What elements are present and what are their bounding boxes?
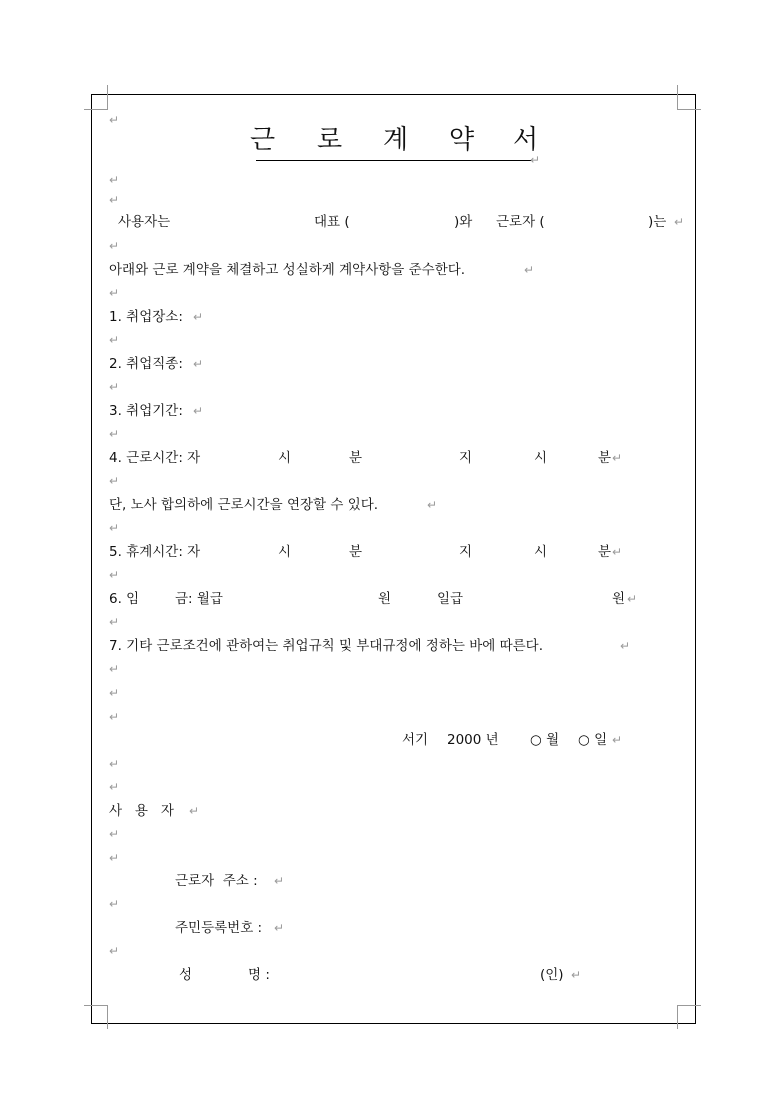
paragraph-mark: ↵ [109, 944, 120, 958]
worker-close: )는 [648, 214, 667, 230]
crop-mark [677, 1005, 701, 1006]
paragraph-mark: ↵ [109, 662, 120, 676]
item-job-type: 2. 취업직종: [109, 356, 183, 372]
paragraph-mark: ↵ [427, 498, 438, 512]
crop-mark [677, 1005, 678, 1029]
seal-label: (인) [540, 967, 564, 983]
hour-label: 시 [278, 544, 292, 560]
paragraph-mark: ↵ [627, 592, 638, 606]
minute-label: 분 [349, 544, 363, 560]
paragraph-mark: ↵ [109, 521, 120, 535]
title-char: 계 [383, 125, 409, 155]
worker-name-label-a: 성 [179, 967, 193, 983]
date-month: ○ 월 [530, 732, 560, 748]
item-other-conditions: 7. 기타 근로조건에 관하여는 취업규칙 및 부대규정에 정하는 바에 따른다. [109, 638, 543, 654]
item-wage-monthly: 금: 월급 [175, 591, 223, 607]
date-era: 서기 [402, 732, 429, 748]
won-label: 원 [612, 591, 626, 607]
worker-id-label: 주민등록번호 : [175, 920, 263, 936]
paragraph-mark: ↵ [612, 451, 623, 465]
crop-mark [84, 1005, 108, 1006]
item-work-period: 3. 취업기간: [109, 403, 183, 419]
paragraph-mark: ↵ [109, 851, 120, 865]
paragraph-mark: ↵ [193, 310, 204, 324]
minute-label: 분 [349, 450, 363, 466]
title-underline [256, 160, 532, 161]
paragraph-mark: ↵ [274, 921, 285, 935]
item-work-hours: 4. 근로시간: 자 [109, 450, 201, 466]
paragraph-mark: ↵ [109, 239, 120, 253]
title-char: 서 [513, 125, 539, 155]
paragraph-mark: ↵ [193, 404, 204, 418]
paragraph-mark: ↵ [109, 757, 120, 771]
item-rest-time: 5. 휴계시간: 자 [109, 544, 201, 560]
crop-mark [107, 85, 108, 109]
date-day: ○ 일 [578, 732, 608, 748]
paragraph-mark: ↵ [674, 215, 685, 229]
paragraph-mark: ↵ [530, 153, 541, 167]
paragraph-mark: ↵ [109, 427, 120, 441]
crop-mark [677, 109, 701, 110]
crop-mark [84, 109, 108, 110]
paragraph-mark: ↵ [109, 286, 120, 300]
daily-wage-label: 일급 [437, 591, 464, 607]
contract-statement: 아래와 근로 계약을 체결하고 성실하게 계약사항을 준수한다. [109, 262, 466, 278]
paragraph-mark: ↵ [109, 380, 120, 394]
to-label: 지 [459, 544, 473, 560]
crop-mark [677, 85, 678, 109]
paragraph-mark: ↵ [571, 968, 582, 982]
minute-label: 분 [598, 544, 612, 560]
paragraph-mark: ↵ [109, 780, 120, 794]
representative-close: )와 [454, 214, 473, 230]
paragraph-mark: ↵ [109, 568, 120, 582]
paragraph-mark: ↵ [612, 545, 623, 559]
paragraph-mark: ↵ [612, 733, 623, 747]
paragraph-mark: ↵ [109, 193, 120, 207]
paragraph-mark: ↵ [109, 827, 120, 841]
won-label: 원 [378, 591, 392, 607]
representative-label: 대표 ( [314, 214, 350, 230]
paragraph-mark: ↵ [109, 897, 120, 911]
paragraph-mark: ↵ [274, 874, 285, 888]
paragraph-mark: ↵ [620, 639, 631, 653]
title-char: 근 [250, 125, 276, 155]
paragraph-mark: ↵ [109, 113, 120, 127]
paragraph-mark: ↵ [109, 173, 120, 187]
date-year: 2000 년 [447, 732, 499, 748]
title-char: 로 [317, 125, 343, 155]
paragraph-mark: ↵ [109, 333, 120, 347]
to-label: 지 [459, 450, 473, 466]
worker-label: 근로자 ( [496, 214, 545, 230]
employer-signature-label: 사 용 자 [109, 803, 174, 819]
item-work-place: 1. 취업장소: [109, 309, 183, 325]
hour-label: 시 [278, 450, 292, 466]
item-wage-number: 6. 임 [109, 591, 140, 607]
paragraph-mark: ↵ [109, 474, 120, 488]
paragraph-mark: ↵ [189, 804, 200, 818]
hour-label: 시 [534, 450, 548, 466]
hour-label: 시 [534, 544, 548, 560]
paragraph-mark: ↵ [524, 263, 535, 277]
employer-label: 사용자는 [118, 214, 171, 230]
paragraph-mark: ↵ [193, 357, 204, 371]
overtime-note: 단, 노사 합의하에 근로시간을 연장할 수 있다. [109, 497, 379, 513]
paragraph-mark: ↵ [109, 615, 120, 629]
paragraph-mark: ↵ [109, 710, 120, 724]
worker-name-label-b: 명 : [248, 967, 270, 983]
minute-label: 분 [598, 450, 612, 466]
paragraph-mark: ↵ [109, 686, 120, 700]
title-char: 약 [449, 125, 475, 155]
crop-mark [107, 1005, 108, 1029]
worker-address-label: 근로자 주소 : [175, 873, 258, 889]
